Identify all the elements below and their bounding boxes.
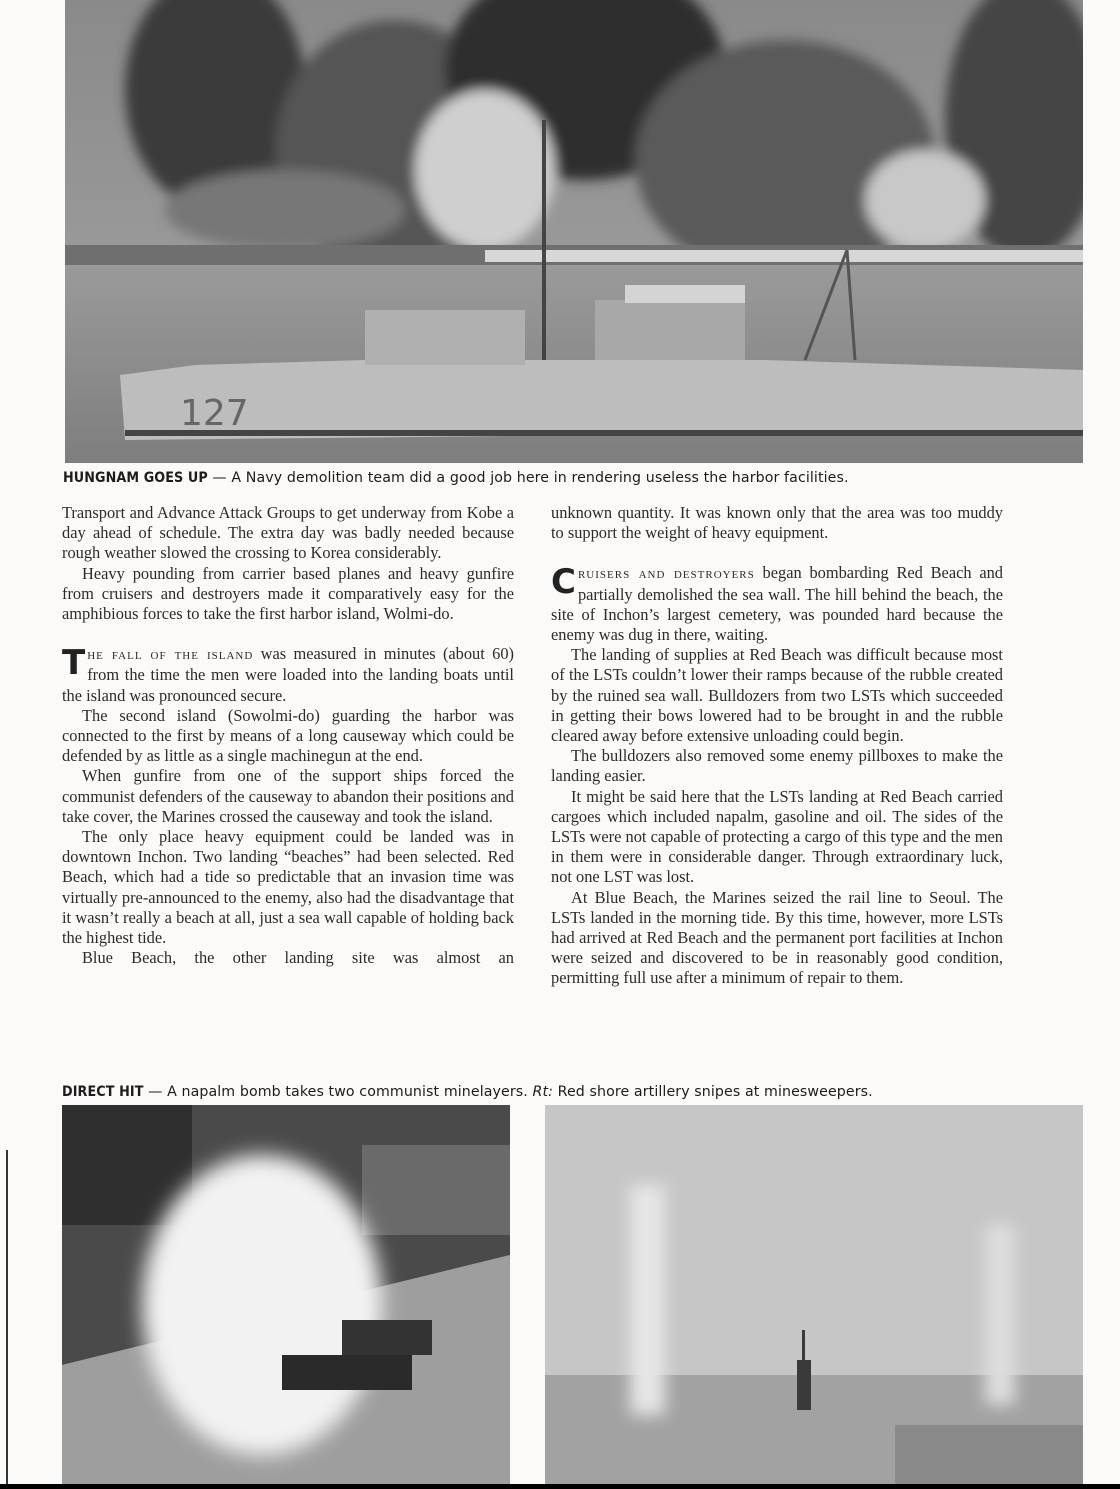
caption-top-text: A Navy demolition team did a good job here in rendering useless the harbor facilities. <box>231 470 849 486</box>
page-edge-line <box>6 1150 8 1489</box>
paragraph: When gunfire from one of the support ships forced the communist defenders of the causeway to abandon their positions and take cover, the Marines crossed the causeway and took the island. <box>62 766 514 826</box>
paragraph: Heavy pounding from carrier based planes and heavy gunfire from cruisers and destroyers made it comparatively easy for the amphibious forces to take the first harbor island, Wolmi-do. <box>62 563 514 624</box>
paragraph-text: was measured in minutes (about 60) from the time the men were loaded into the landing boats until the island was pronounced secure. <box>62 644 514 705</box>
drop-cap: T <box>62 643 86 684</box>
paragraph: Transport and Advance Attack Groups to get underway from Kobe a day ahead of schedule. The extra day was badly needed because rough weather slowed the crossing to Korea considerably. <box>62 503 514 563</box>
caption-bottom-rt-label: Rt: <box>532 1084 554 1100</box>
page-bottom-border <box>0 1484 1120 1489</box>
paragraph: The bulldozers also removed some enemy pillboxes to make the landing easier. <box>551 746 1003 786</box>
napalm-photo-graphic <box>62 1105 510 1485</box>
artillery-photo-graphic <box>545 1105 1083 1485</box>
drop-cap: C <box>551 562 576 603</box>
caption-bottom <box>62 1084 873 1100</box>
caption-bottom-dash: — <box>143 1084 168 1100</box>
section-lead-in: he fall of the island <box>87 647 254 664</box>
caption-top-dash: — <box>207 470 232 486</box>
section-opening-paragraph <box>551 563 1003 645</box>
caption-bottom-lead: DIRECT HIT <box>62 1084 144 1100</box>
hull-number: 127 <box>180 393 249 434</box>
caption-bottom-rt-text: Red shore artillery snipes at minesweepers. <box>553 1084 873 1100</box>
photo-shore-artillery-splashes <box>545 1105 1083 1485</box>
paragraph: The landing of supplies at Red Beach was difficult because most of the LSTs couldn’t lower their ramps because of the rubble created by the ruined sea wall. Bulldozers from two LSTs which succeeded in getting their bows lowered had to be brought in and the rubble cleared away before extensive unloading could begin. <box>551 645 1003 746</box>
paragraph: The second island (Sowolmi-do) guarding the harbor was connected to the first by means of a long causeway which could be defended by as little as a single machinegun at the end. <box>62 705 514 766</box>
caption-top <box>63 470 849 486</box>
ship-photo-graphic <box>65 0 1083 463</box>
photo-napalm-direct-hit <box>62 1105 510 1485</box>
section-lead-in: ruisers and destroyers <box>577 566 755 583</box>
article-column-right <box>551 503 1003 989</box>
paragraph: It might be said here that the LSTs landing at Red Beach carried cargoes which included napalm, gasoline and oil. The sides of the LSTs were not capable of protecting a cargo of this type and the men in them were in considerable danger. Through extraordinary luck, not one LST was lost. <box>551 786 1003 887</box>
article-column-left <box>62 503 514 968</box>
paragraph: unknown quantity. It was known only that the area was too muddy to support the weight of heavy equipment. <box>551 503 1003 543</box>
paragraph: Blue Beach, the other landing site was almost an <box>82 948 514 968</box>
caption-top-lead: HUNGNAM GOES UP <box>63 470 208 486</box>
paragraph: The only place heavy equipment could be landed was in downtown Inchon. Two landing “beaches” had been selected. Red Beach, which had a tide so predictable that an invasion time was virtually pre-announced to the enemy, also had the disadvantage that it wasn’t really a beach at all, just a sea wall capable of holding back the highest tide. <box>62 827 514 948</box>
paragraph-text: began bombarding Red Beach and partially demolished the sea wall. The hill behind the beach, the site of Inchon’s largest cemetery, was pounded hard because the enemy was dug in there, waiting. <box>551 563 1004 645</box>
section-opening-paragraph <box>62 644 514 706</box>
caption-bottom-text: A napalm bomb takes two communist minelayers. <box>167 1084 533 1100</box>
photo-hungnam-demolition <box>65 0 1083 463</box>
paragraph: At Blue Beach, the Marines seized the rail line to Seoul. The LSTs landed in the morning tide. By this time, however, more LSTs had arrived at Red Beach and the permanent port facilities at Inchon were seized and discovered to be in reasonably good condition, permitting full use after a minimum of repair to them. <box>551 887 1003 988</box>
